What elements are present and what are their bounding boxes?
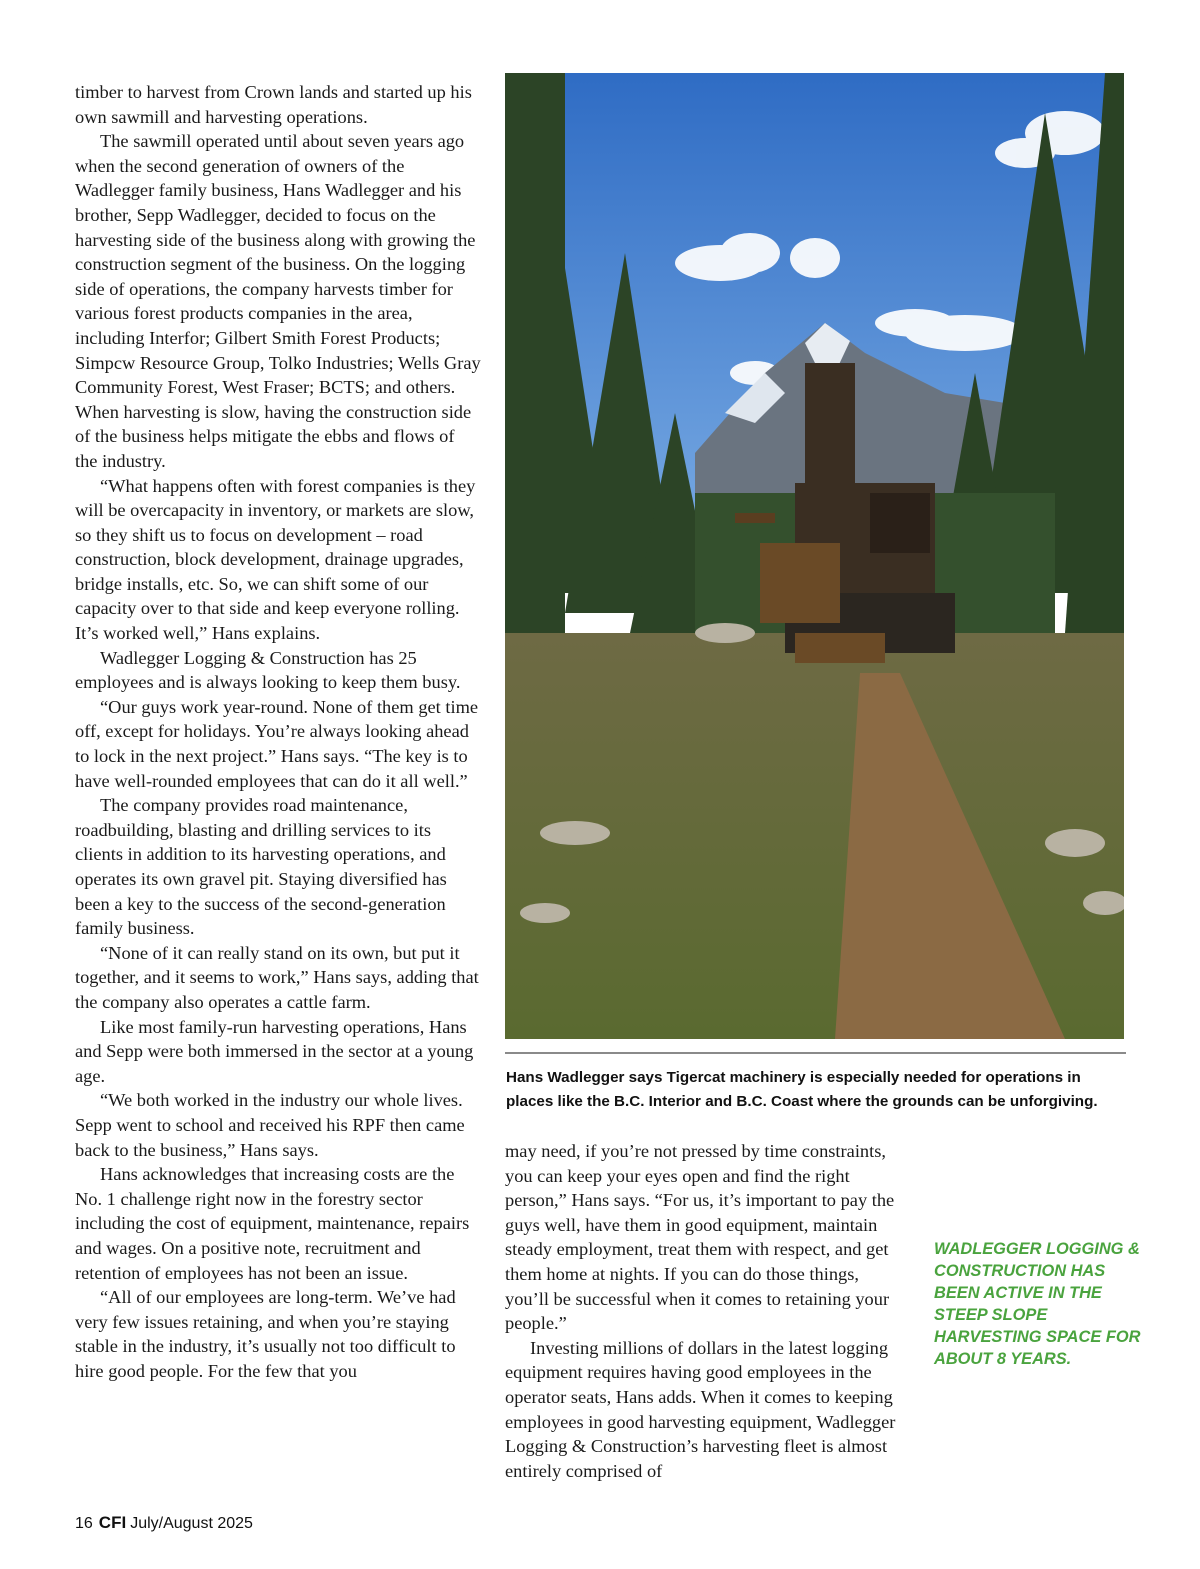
paragraph: “What happens often with forest companies is they will be overcapacity in inventory, or markets are slow, so they shift us to focus on development – road construction, block development, drainage upgrades, bridge installs, etc. So, we can shift some of our capacity over to that side and keep everyone rolling. It’s worked well,” Hans explains.	[75, 475, 476, 644]
paragraph: “All of our employees are long-term. We’ve had very few issues retaining, and when you’re staying stable in the industry, it’s usually not too difficult to hire good people. For the few that you	[75, 1287, 456, 1381]
paragraph: may need, if you’re not pressed by time constraints, you can keep your eyes open and find the right person,” Hans says. “For us, it’s important to pay the guys well, have them in good equipment, maintain steady employment, treat them with respect, and get them home at nights. If you can do those things, you’ll be successful when it comes to retaining your people.”	[505, 1141, 895, 1334]
photo-caption: Hans Wadlegger says Tigercat machinery is especially needed for operations in places like the B.C. Interior and B.C. Coast where the grounds can be unforgiving.	[506, 1069, 1098, 1110]
paragraph: The company provides road maintenance, roadbuilding, blasting and drilling services to its clients in addition to its harvesting operations, and operates its own gravel pit. Staying diversified has been a key to the success of the second-generation family business.	[75, 795, 447, 939]
magazine-brand: CFI	[98, 1513, 127, 1532]
article-photo	[505, 73, 1124, 1039]
paragraph: “We both worked in the industry our whole lives. Sepp went to school and received his RPF then came back to the business,” Hans says.	[75, 1090, 465, 1160]
left-article-column	[75, 80, 481, 1383]
middle-article-column	[505, 1139, 907, 1483]
paragraph: Investing millions of dollars in the latest logging equipment requires having good employees in the operator seats, Hans adds. When it comes to keeping employees in good harvesting equipment, Wadlegger Logging & Construction’s harvesting fleet is almost entirely comprised of	[505, 1337, 896, 1481]
page-footer	[75, 1513, 253, 1533]
pull-quote: WADLEGGER LOGGING & CONSTRUCTION HAS BEEN ACTIVE IN THE STEEP SLOPE HARVESTING SPACE FOR ABOUT 8 YEARS.	[934, 1240, 1141, 1368]
paragraph: Like most family-run harvesting operations, Hans and Sepp were both immersed in the sector at a young age.	[75, 1016, 474, 1086]
forest-machine-illustration	[505, 73, 1124, 1039]
paragraph: The sawmill operated until about seven years ago when the second generation of owners of the Wadlegger family business, Hans Wadlegger and his brother, Sepp Wadlegger, decided to focus on the harvesting side of the business along with growing the construction segment of the business. On the logging side of operations, the company harvests timber for various forest products companies in the area, including Interfor; Gilbert Smith Forest Products; Simpcw Resource Group, Tolko Industries; Wells Gray Community Forest, West Fraser; BCTS; and others. When harvesting is slow, having the construction side of the business helps mitigate the ebbs and flows of the industry.	[75, 131, 481, 471]
caption-rule	[505, 1052, 1126, 1054]
issue-date: July/August 2025	[130, 1515, 253, 1532]
paragraph: Hans acknowledges that increasing costs are the No. 1 challenge right now in the forestry sector including the cost of equipment, maintenance, repairs and wages. On a positive note, recruitment and retention of employees has not been an issue.	[75, 1164, 470, 1283]
page-number: 16	[75, 1515, 93, 1532]
paragraph: “None of it can really stand on its own, but put it together, and it seems to work,” Hans says, adding that the company also operates a cattle farm.	[75, 942, 479, 1012]
paragraph: “Our guys work year-round. None of them get time off, except for holidays. You’re always looking ahead to lock in the next project.” Hans says. “The key is to have well-rounded employees that can do it all well.”	[75, 696, 479, 791]
paragraph: Wadlegger Logging & Construction has 25 employees and is always looking to keep them busy.	[75, 647, 461, 693]
paragraph: timber to harvest from Crown lands and started up his own sawmill and harvesting operations.	[75, 82, 472, 127]
